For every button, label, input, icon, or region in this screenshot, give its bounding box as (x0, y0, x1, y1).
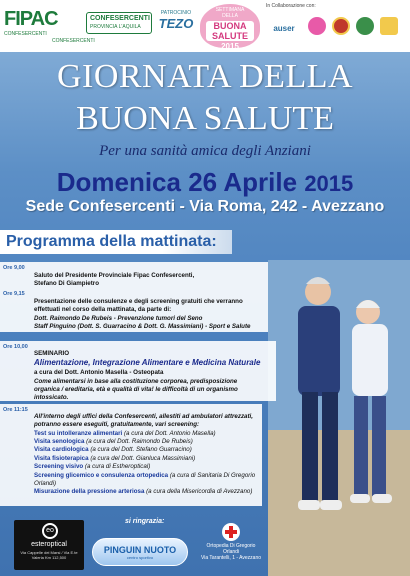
pinguin-sub: centro sportivo (126, 555, 154, 560)
seminar-line1: Come alimentarsi in base alla costituzione corporea, predisposizione (34, 377, 238, 385)
block1-text (34, 272, 264, 289)
week-badge-line2: DELLA (222, 12, 238, 19)
week-badge-year: 2015 (221, 42, 239, 52)
block3-intro1: All'interno degli uffici della Confesercenti, allestiti ad ambulatori attrezzati, (34, 413, 253, 420)
patrocinio-logo (157, 10, 195, 34)
confesercenti-logo (86, 12, 152, 34)
eo-mark-icon: eo (42, 523, 58, 539)
week-badge-line1: SETTIMANA (215, 7, 245, 13)
block1-line2: Stefano Di Giampietro (34, 280, 99, 288)
seal-logo-icon (332, 17, 350, 35)
seminar-line2: organica / ereditaria, età e qualità di vita! le difficoltà di un organismo intossicato. (34, 385, 238, 402)
collab-label: In Collaborazione con: (266, 3, 316, 9)
program-block-3 (0, 404, 262, 506)
program-title: Programma della mattinata: (0, 230, 232, 254)
block1-text-2 (34, 298, 264, 331)
auser-logo: auser (273, 24, 295, 33)
seminar-label: SEMINARIO (34, 350, 70, 357)
title-line-1: GIORNATA DELLA (56, 58, 354, 95)
patrocinio-mark: TEZO (158, 16, 194, 31)
time-9-00: Ore 9,00 (3, 265, 25, 271)
block1-line4: effettuati nel corso della mattinata, da parte di: (34, 306, 172, 314)
program-block-1 (0, 262, 268, 332)
block1-line3: Presentazione delle consulenze e degli screening gratuiti che verranno (34, 298, 243, 305)
block1-line6: Staff Pinguino (Dott. S. Guarracino & Dott. G. Massimiani) - Sport e Salute (34, 323, 251, 331)
seminar-title: Alimentazione, Integrazione Alimentare e Medicina Naturale (34, 358, 261, 368)
date-weekday: Domenica (56, 167, 189, 197)
title-line-2: BUONA SALUTE (76, 100, 334, 137)
patrocinio-label: PATROCINIO (160, 10, 192, 16)
week-badge-main: BUONA SALUTE (206, 21, 254, 42)
sponsor-header (0, 0, 410, 52)
date-month: Aprile (217, 167, 305, 197)
green-seal-icon (356, 17, 374, 35)
confesercenti-logo-text: CONFESERCENTI (90, 15, 150, 22)
seminar-by: a cura del Dott. Antonio Masella - Osteopata (34, 369, 164, 377)
ortopedia-logo (198, 515, 264, 571)
flower-logo-icon (308, 17, 326, 35)
subtitle: Per una sanità amica degli Anziani (99, 143, 311, 159)
fipac-logo-text: FIPAC (4, 8, 58, 30)
list-item: Visita cardiologica (a cura del Dott. Stefano Guarracino) (34, 446, 192, 454)
time-10-00: Ore 10,00 (3, 344, 28, 350)
fipac-logo-sub: CONFESERCENTI (4, 31, 47, 37)
thanks-label: si ringrazia: (125, 518, 165, 525)
confesercenti-province: PROVINCIA L'AQUILA (90, 23, 141, 30)
block2-text (34, 350, 272, 403)
yellow-crest-icon (380, 17, 398, 35)
list-item: Misurazione della pressione arteriosa (a cura della Misericordia di Avezzano) (34, 488, 253, 496)
date-day: 26 (188, 167, 218, 197)
orto-name: Ortopedia Di Gregorio Orlandi (206, 543, 256, 555)
list-item: Test su intolleranze alimentari (a cura del Dott. Antonio Masella) (34, 429, 216, 437)
venue: Sede Confesercenti - Via Roma, 242 - Avezzano (25, 198, 385, 215)
cross-icon (222, 523, 240, 541)
list-item: Visita fisioterapica (a cura del Dott. Gianluca Massimiani) (34, 454, 196, 462)
fipac-logo (4, 8, 58, 37)
list-item: Visita senologica (a cura del Dott. Raimondo De Rubeis) (34, 438, 193, 446)
couple-photo (268, 260, 410, 576)
screening-list (34, 430, 255, 496)
confesercenti-sub-logo: CONFESERCENTI (52, 38, 95, 44)
list-item: Screening visivo (a cura di Estheroptical) (34, 463, 151, 471)
time-9-15: Ore 9,15 (3, 291, 25, 297)
eo-address: Via Cappelle dei Marsi / Via E.te Valeria Km 112,500 (20, 550, 78, 560)
week-badge (200, 4, 260, 52)
event-date (0, 167, 410, 198)
block1-line1: Saluto del Presidente Provinciale Fipac Confesercenti, (34, 272, 195, 279)
block1-line5: Dott. Raimondo De Rubeis - Prevenzione tumori del Seno (34, 314, 203, 322)
block3-text (34, 413, 258, 497)
eo-name: esteroptical (31, 541, 67, 548)
orto-address: Via Tarantelli, 1 - Avezzano (200, 555, 262, 561)
pinguin-name: PINGUIN NUOTO (103, 545, 177, 555)
program-block-2 (0, 341, 276, 401)
date-year: 2015 (304, 171, 354, 196)
pinguin-nuoto-logo (92, 538, 188, 566)
time-11-15: Ore 11:15 (3, 407, 28, 413)
esteroptical-logo (14, 520, 84, 570)
block3-intro2: potranno essere eseguiti, gratuitamente, vari screening: (34, 421, 200, 429)
list-item: Screening glicemico e consulenza ortopedica (a cura di Sanitaria Di Gregorio Orlandi) (34, 471, 256, 487)
